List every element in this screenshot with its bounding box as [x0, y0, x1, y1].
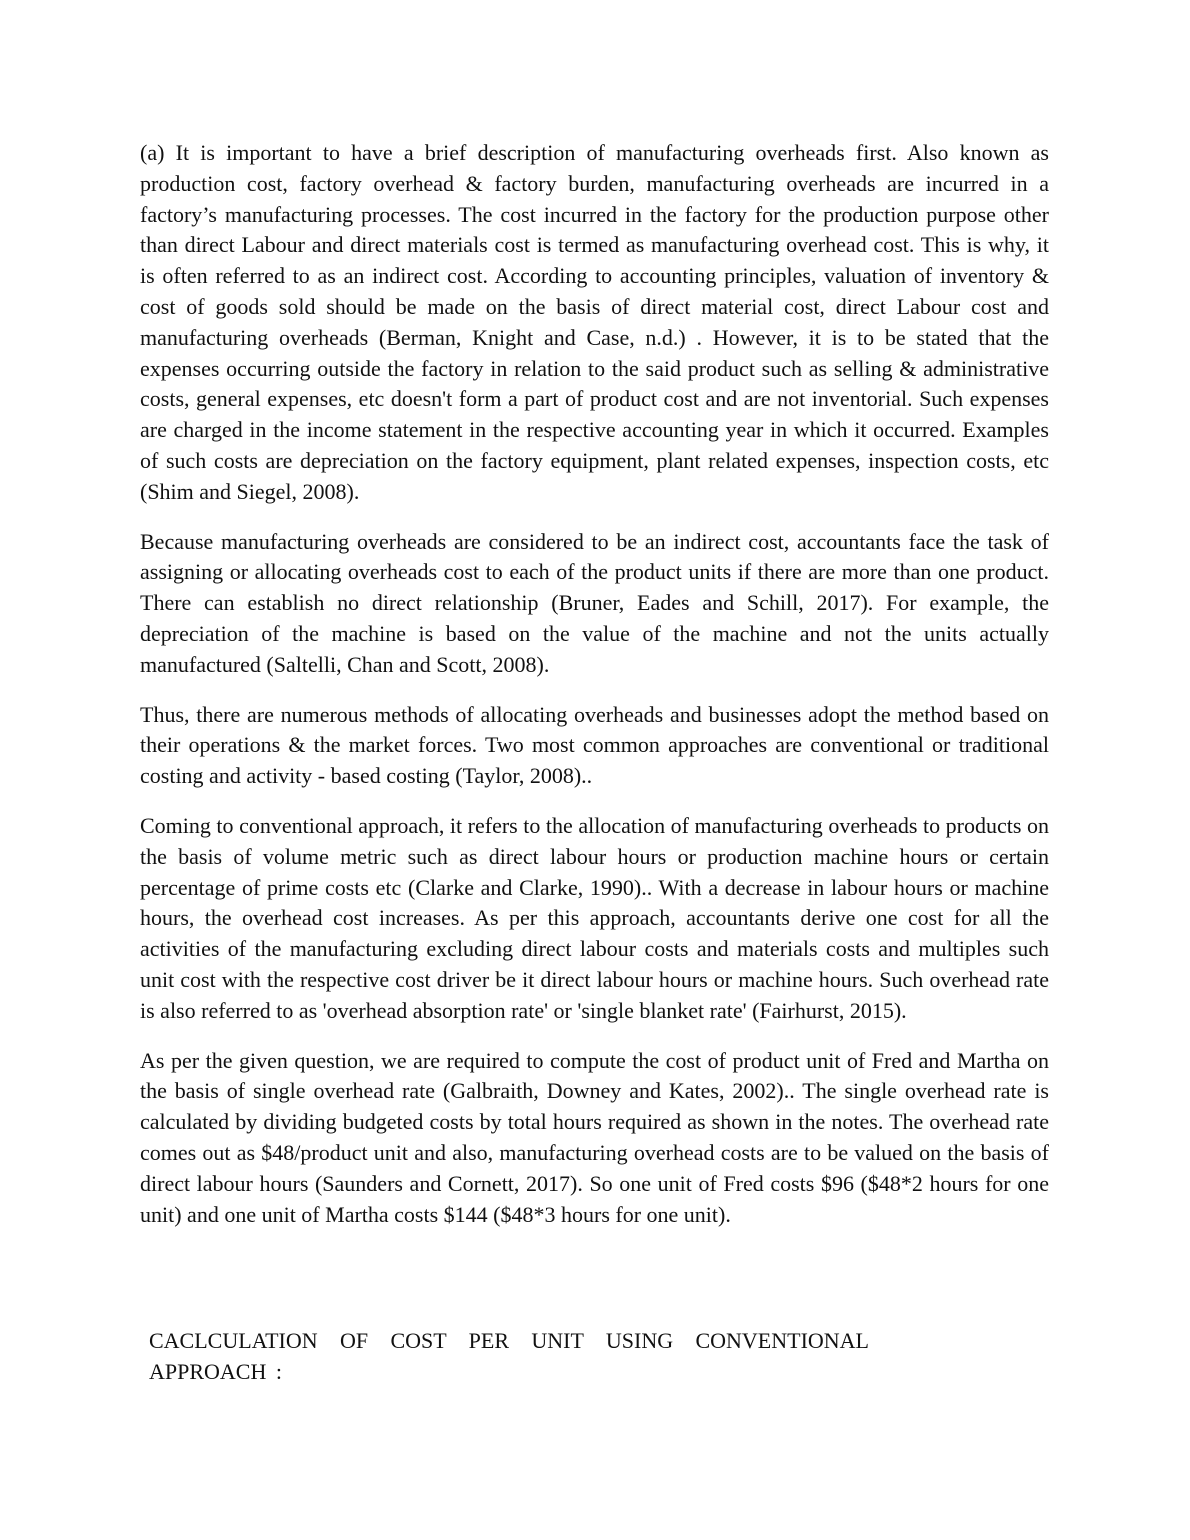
paragraph-manufacturing-overheads: (a) It is important to have a brief description of manufacturing overheads first. Also known as production cost, factory overhead & factory burden, manufacturing overheads are incurred in a factory’s manufacturing processes. The cost incurred in the factory for the production purpose other than direct Labour and direct materials cost is termed as manufacturing overhead cost. This is why, it is often referred to as an indirect cost. According to accounting principles, valuation of inventory & cost of goods sold should be made on the basis of direct material cost, direct Labour cost and manufacturing overheads (Berman, Knight and Case, n.d.) . However, it is to be stated that the expenses occurring outside the factory in relation to the said product such as selling & administrative costs, general expenses, etc doesn't form a part of product cost and are not inventorial. Such expenses are charged in the income statement in the respective accounting year in which it occurred. Examples of such costs are depreciation on the factory equipment, plant related expenses, inspection costs, etc (Shim and Siegel, 2008).	[140, 140, 1049, 504]
paragraph-allocation-methods: Thus, there are numerous methods of allocating overheads and businesses adopt the method based on their operations & the market forces. Two most common approaches are conventional or traditional costing and activity - based costing (Taylor, 2008)..	[140, 701, 1049, 789]
document-body	[140, 138, 1049, 1249]
paragraph-given-question: As per the given question, we are required to compute the cost of product unit of Fred and Martha on the basis of single overhead rate (Galbraith, Downey and Kates, 2002).. The single overhead rate is calculated by dividing budgeted costs by total hours required as shown in the notes. The overhead rate comes out as $48/product unit and also, manufacturing overhead costs are to be valued on the basis of direct labour hours (Saunders and Cornett, 2017). So one unit of Fred costs $96 ($48*2 hours for one unit) and one unit of Martha costs $144 ($48*3 hours for one unit).	[140, 1047, 1049, 1227]
section-heading: CACLCULATION OF COST PER UNIT USING CONVENTIONAL APPROACH :	[149, 1328, 869, 1384]
paragraph-indirect-cost: Because manufacturing overheads are considered to be an indirect cost, accountants face the task of assigning or allocating overheads cost to each of the product units if there are more than one product. There can establish no direct relationship (Bruner, Eades and Schill, 2017). For example, the depreciation of the machine is based on the value of the machine and not the units actually manufactured (Saltelli, Chan and Scott, 2008).	[140, 528, 1049, 677]
paragraph-conventional-approach: Coming to conventional approach, it refers to the allocation of manufacturing overheads to products on the basis of volume metric such as direct labour hours or production machine hours or certain percentage of prime costs etc (Clarke and Clarke, 1990).. With a decrease in labour hours or machine hours, the overhead cost increases. As per this approach, accountants derive one cost for all the activities of the manufacturing excluding direct labour costs and materials costs and multiples such unit cost with the respective cost driver be it direct labour hours or machine hours. Such overhead rate is also referred to as 'overhead absorption rate' or 'single blanket rate' (Fairhurst, 2015).	[140, 812, 1049, 1023]
